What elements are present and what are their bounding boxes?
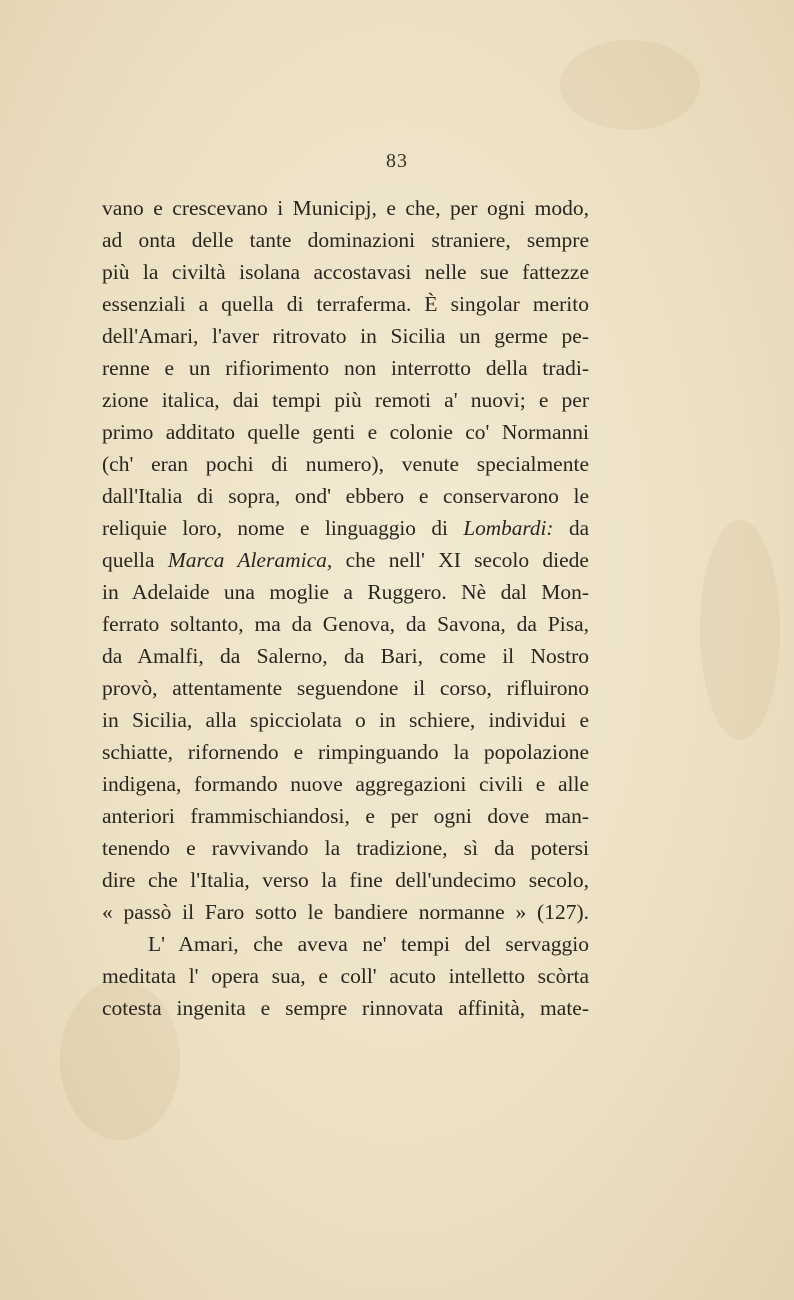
paper-stain	[560, 40, 700, 130]
page-number: 83	[386, 150, 408, 172]
text-line	[102, 224, 589, 256]
text-line	[102, 416, 589, 448]
text-line	[102, 928, 589, 960]
text-segment: provò, attentamente seguendone il corso, rifluirono	[102, 676, 589, 700]
italic-text: Lombardi:	[463, 516, 554, 540]
text-segment: ferrato soltanto, ma da Genova, da Savona, da Pisa,	[102, 612, 589, 636]
text-segment: renne e un rifiorimento non interrotto della tradi-	[102, 356, 589, 380]
body-text	[102, 192, 589, 1024]
text-line	[102, 384, 589, 416]
text-segment: da	[553, 516, 589, 540]
italic-text: Marca Aleramica,	[167, 548, 333, 572]
text-line	[102, 256, 589, 288]
text-line	[102, 576, 589, 608]
text-segment: cotesta ingenita e sempre rinnovata affinità, mate-	[102, 996, 589, 1020]
text-line	[102, 736, 589, 768]
text-line	[102, 512, 589, 544]
text-segment: « passò il Faro sotto le bandiere normanne » (127).	[102, 900, 589, 924]
text-line	[102, 192, 589, 224]
text-line	[102, 480, 589, 512]
text-line	[102, 832, 589, 864]
text-line	[102, 320, 589, 352]
text-segment: essenziali a quella di terraferma. È singolar merito	[102, 292, 589, 316]
text-segment: in Sicilia, alla spicciolata o in schiere, individui e	[102, 708, 589, 732]
text-line	[102, 672, 589, 704]
text-line	[102, 992, 589, 1024]
text-segment: dell'Amari, l'aver ritrovato in Sicilia un germe pe-	[102, 324, 589, 348]
text-segment: che nell' XI secolo diede	[332, 548, 589, 572]
text-line	[102, 640, 589, 672]
text-segment: in Adelaide una moglie a Ruggero. Nè dal Mon-	[102, 580, 589, 604]
text-line	[102, 800, 589, 832]
text-line	[102, 704, 589, 736]
text-segment: dire che l'Italia, verso la fine dell'undecimo secolo,	[102, 868, 589, 892]
text-segment: ad onta delle tante dominazioni straniere, sempre	[102, 228, 589, 252]
text-segment: reliquie loro, nome e linguaggio di	[102, 516, 464, 540]
text-segment: zione italica, dai tempi più remoti a' nuovi; e per	[102, 388, 589, 412]
text-line	[102, 288, 589, 320]
paper-stain	[700, 520, 780, 740]
text-line	[102, 768, 589, 800]
text-segment: da Amalfi, da Salerno, da Bari, come il Nostro	[102, 644, 589, 668]
text-line	[102, 448, 589, 480]
text-segment: vano e crescevano i Municipj, e che, per ogni modo,	[102, 196, 589, 220]
text-segment: schiatte, rifornendo e rimpinguando la popolazione	[102, 740, 589, 764]
text-line	[102, 864, 589, 896]
text-segment: quella	[102, 548, 168, 572]
text-segment: dall'Italia di sopra, ond' ebbero e conservarono le	[102, 484, 589, 508]
text-line	[102, 352, 589, 384]
text-line	[102, 960, 589, 992]
text-segment: tenendo e ravvivando la tradizione, sì da potersi	[102, 836, 589, 860]
text-segment: anteriori frammischiandosi, e per ogni dove man-	[102, 804, 589, 828]
text-segment: (ch' eran pochi di numero), venute specialmente	[102, 452, 589, 476]
text-line	[102, 896, 589, 928]
text-segment: L' Amari, che aveva ne' tempi del servaggio	[148, 932, 589, 956]
text-line	[102, 544, 589, 576]
text-segment: più la civiltà isolana accostavasi nelle sue fattezze	[102, 260, 589, 284]
text-segment: primo additato quelle genti e colonie co' Normanni	[102, 420, 589, 444]
text-line	[102, 608, 589, 640]
text-segment: indigena, formando nuove aggregazioni civili e alle	[102, 772, 589, 796]
text-segment: meditata l' opera sua, e coll' acuto intelletto scòrta	[102, 964, 589, 988]
